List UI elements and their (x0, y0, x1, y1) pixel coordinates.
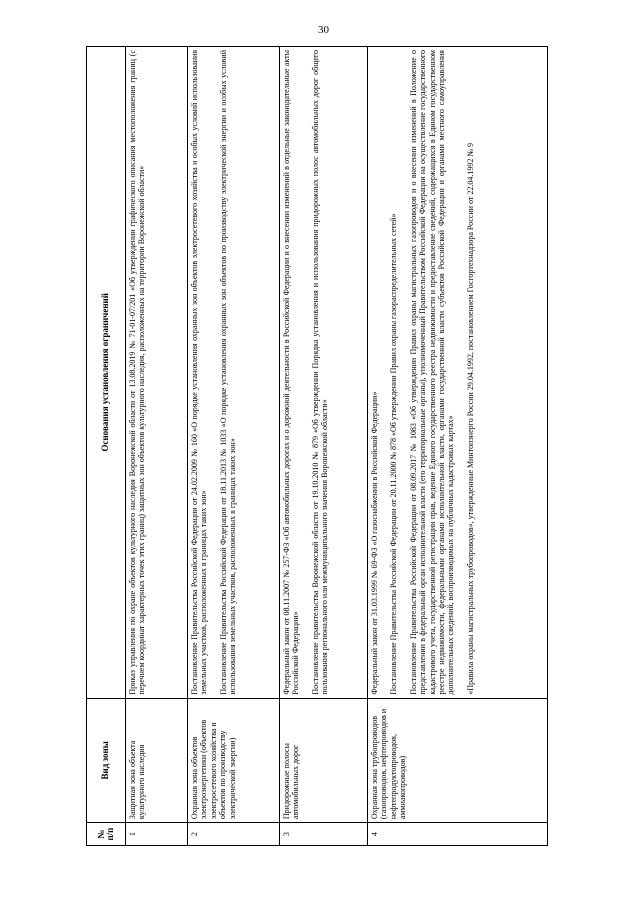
row-basis (368, 47, 548, 699)
row-zone: Охранная зона объектов электроэнергетики (объектов электросетевого хозяйства и объектов по производству электрической энергии) (188, 698, 280, 823)
row-zone: Защитная зона объекта культурного наследия (126, 698, 188, 823)
row-zone: Придорожные полосы автомобильных дорог (280, 698, 368, 823)
restrictions-table-rotated (86, 46, 546, 846)
row-num: 4 (368, 823, 548, 846)
basis-text: Постановление Правительства Российской Федерации от 24.02.2009 № 160 «О порядке установления охранных зон объектов электросетевого хозяйства и особых условий использования земельных участков, расположенных в границах таких зон» (190, 50, 209, 695)
row-num: 2 (188, 823, 280, 846)
basis-text: Федеральный закон от 31.03.1999 № 69-ФЗ «О газоснабжении в Российской Федерации» (370, 391, 379, 695)
basis-text: Постановление Правительства Российской Федерации от 08.09.2017 № 1083 «Об утверждении Правил охраны магистральных газопроводов и о внесении изменений в Положение о представлении в федеральный орган исполнительной власти (его территориальные органы), уполномоченный Правительством Российской Федерации на осуществление государственного кадастрового учета, государственной регистрации прав, ведение Единого государственного реестра недвижимости и предоставление сведений, содержащихся в Едином государственном реестре недвижимости, федеральными органами исполнительной власти, органами государственной власти субъектов Российской Федерации и органами местного самоуправления дополнительных сведений, воспроизводимых на публичных кадастровых картах» (408, 50, 456, 695)
table-row (368, 47, 548, 846)
row-num: 3 (280, 823, 368, 846)
page-number: 30 (318, 24, 329, 36)
basis-text: Федеральный закон от 08.11.2007 № 257-ФЗ «Об автомобильных дорогах и о дорожной деятельности в Российской Федерации и о внесении изменений в отдельные законодательные акты Российской Федерации» (282, 50, 301, 695)
basis-text: Постановление Правительства Российской Федерации от 18.11.2013 № 1033 «О порядке установления охранных зон объектов по производству электрической энергии и особых условий использования земельных участков, расположенных в границах таких зон» (218, 50, 238, 695)
row-num: 1 (126, 823, 188, 846)
restrictions-table (86, 46, 548, 846)
basis-text: Постановление Правительства Российской Федерации от 20.11.2000 № 878 «Об утверждении Правил охраны газораспределительных сетей» (389, 213, 399, 695)
header-zone: Вид зоны (87, 698, 126, 823)
header-num: № п/п (87, 823, 126, 846)
row-basis (280, 47, 368, 699)
row-basis (188, 47, 280, 699)
basis-text: Постановление правительства Воронежской области от 19.10.2010 № 879 «Об утверждении Порядка установления и использования придорожных полос автомобильных дорог общего пользования регионального или межмуниципального значения Воронежской области» (310, 50, 330, 695)
row-basis (126, 47, 188, 699)
row-zone: Охранная зона трубопроводов (газопроводов, нефтепроводов и нефтепродуктопроводов, аммиакопроводов) (368, 698, 548, 823)
basis-text: «Правила охраны магистральных трубопроводов», утвержденные Минтопэнерго России 29.04.1992, постановлением Госгортехнадзора России от 22.04.1992 № 9 (465, 142, 475, 695)
table-row (188, 47, 280, 846)
header-basis: Основания установления ограничений (87, 47, 126, 699)
table-row (126, 47, 188, 846)
basis-text: Приказ управления по охране объектов культурного наследия Воронежской области от 13.08.2019 № 71-01-07/201 «Об утверждении графического описания местоположения границ (с перечнем координат характерных точек этих границ) защитных зон объектов культурного наследия, расположенных на территории Воронежской области» (128, 50, 147, 695)
table-row (280, 47, 368, 846)
table-header-row (87, 47, 126, 846)
